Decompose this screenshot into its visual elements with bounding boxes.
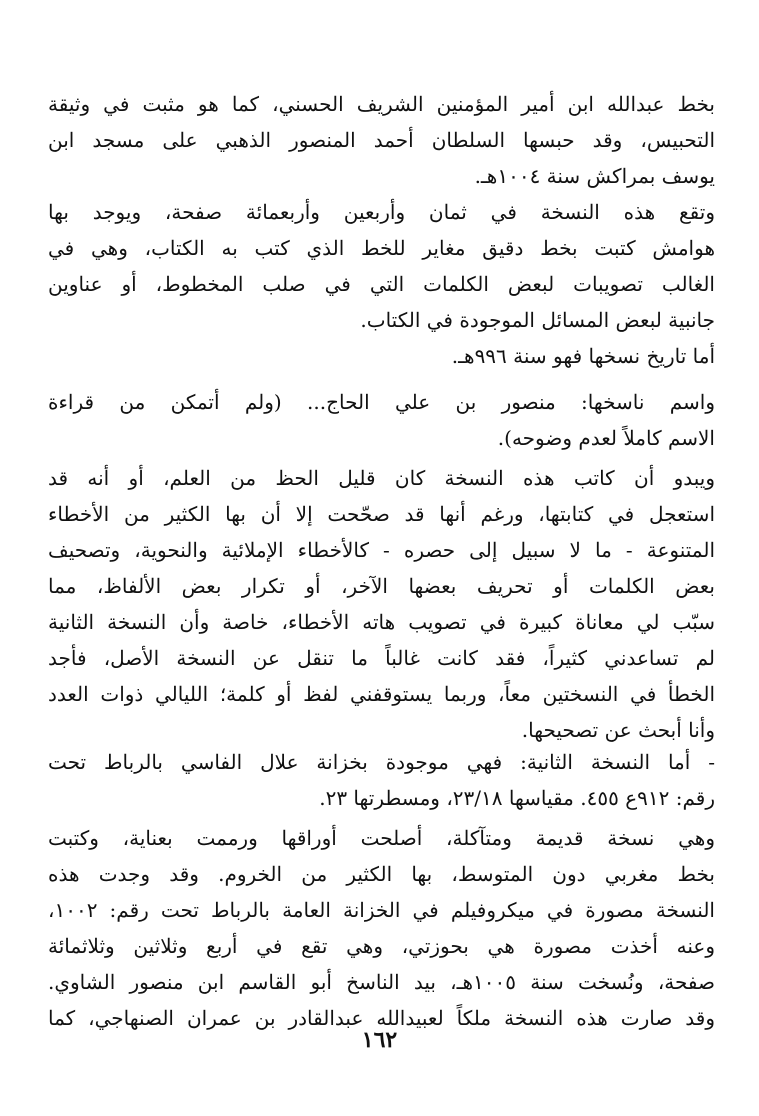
text-line: استعجل في كتابتها، ورغم أنها قد صحّحت إلا أن بها الكثير من الأخطاء — [48, 502, 715, 526]
text-line: رقم: ٩١٢ع ٤٥٥. مقياسها ٢٣/١٨، ومسطرتها ٢٣. — [319, 786, 715, 810]
text-line: لم تساعدني كثيراً، فقد كانت غالباً ما تنقل عن النسخة الأصل، فأجد — [48, 646, 715, 670]
paragraph-page-count — [48, 194, 715, 338]
text-line: سبّب لي معاناة كبيرة في تصويب هاته الأخطاء، خاصة وأن النسخة الثانية — [48, 610, 715, 634]
page-number: ١٦٢ — [361, 1027, 398, 1053]
text-line: واسم ناسخها: منصور بن علي الحاج... (ولم أتمكن من قراءة — [48, 390, 715, 414]
text-line: ويبدو أن كاتب هذه النسخة كان قليل الحظ من العلم، أو أنه قد — [48, 466, 715, 490]
text-line: التحبيس، وقد حبسها السلطان أحمد المنصور الذهبي على مسجد ابن — [48, 128, 715, 152]
text-line: المتنوعة - ما لا سبيل إلى حصره - كالأخطاء الإملائية والنحوية، وتصحيف — [48, 538, 715, 562]
text-line: وتقع هذه النسخة في ثمان وأربعين وأربعمائة صفحة، ويوجد بها — [48, 200, 715, 224]
text-line: وقد صارت هذه النسخة ملكاً لعبيدالله عبدالقادر بن عمران الصنهاجي، كما — [48, 1006, 715, 1030]
text-line: بعض الكلمات أو تحريف بعضها الآخر، أو تكرار بعض الألفاظ، مما — [48, 574, 715, 598]
text-line: يوسف بمراكش سنة ١٠٠٤هـ. — [474, 164, 715, 188]
text-line: صفحة، ونُسخت سنة ١٠٠٥هـ، بيد الناسخ أبو القاسم ابن منصور الشاوي. — [48, 970, 715, 994]
paragraph-copy-date — [48, 338, 715, 374]
paragraph-second-copy-description — [48, 820, 715, 1036]
text-line: هوامش كتبت بخط دقيق مغاير للخط الذي كتب به الكتاب، وهي في — [48, 236, 715, 260]
paragraph-copy-errors — [48, 460, 715, 748]
text-line: وعنه أخذت مصورة هي بحوزتي، وهي تقع في أربع وثلاثين وثلاثمائة — [48, 934, 715, 958]
text-line: جانبية لبعض المسائل الموجودة في الكتاب. — [360, 308, 715, 332]
text-line: أما تاريخ نسخها فهو سنة ٩٩٦هـ. — [451, 344, 715, 368]
text-line: وأنا أبحث عن تصحيحها. — [521, 718, 715, 742]
text-line: النسخة مصورة في ميكروفيلم في الخزانة العامة بالرباط تحت رقم: ١٠٠٢، — [48, 898, 715, 922]
text-line: بخط عبدالله ابن أمير المؤمنين الشريف الحسني، كما هو مثبت في وثيقة — [48, 92, 715, 116]
paragraph-copyist-name — [48, 384, 715, 456]
text-line: - أما النسخة الثانية: فهي موجودة بخزانة علال الفاسي بالرباط تحت — [48, 750, 715, 774]
text-line: الاسم كاملاً لعدم وضوحه). — [497, 426, 715, 450]
text-line: بخط مغربي دون المتوسط، بها الكثير من الخروم. وقد وجدت هذه — [48, 862, 715, 886]
text-line: وهي نسخة قديمة ومتآكلة، أصلحت أوراقها ورممت بعناية، وكتبت — [48, 826, 715, 850]
text-line: الغالب تصويبات لبعض الكلمات التي في صلب المخطوط، أو عناوين — [48, 272, 715, 296]
text-line: الخطأ في النسختين معاً، وربما يستوقفني لفظ أو كلمة؛ الليالي ذوات العدد — [48, 682, 715, 706]
paragraph-waqf-note — [48, 86, 715, 194]
paragraph-second-copy — [48, 744, 715, 816]
